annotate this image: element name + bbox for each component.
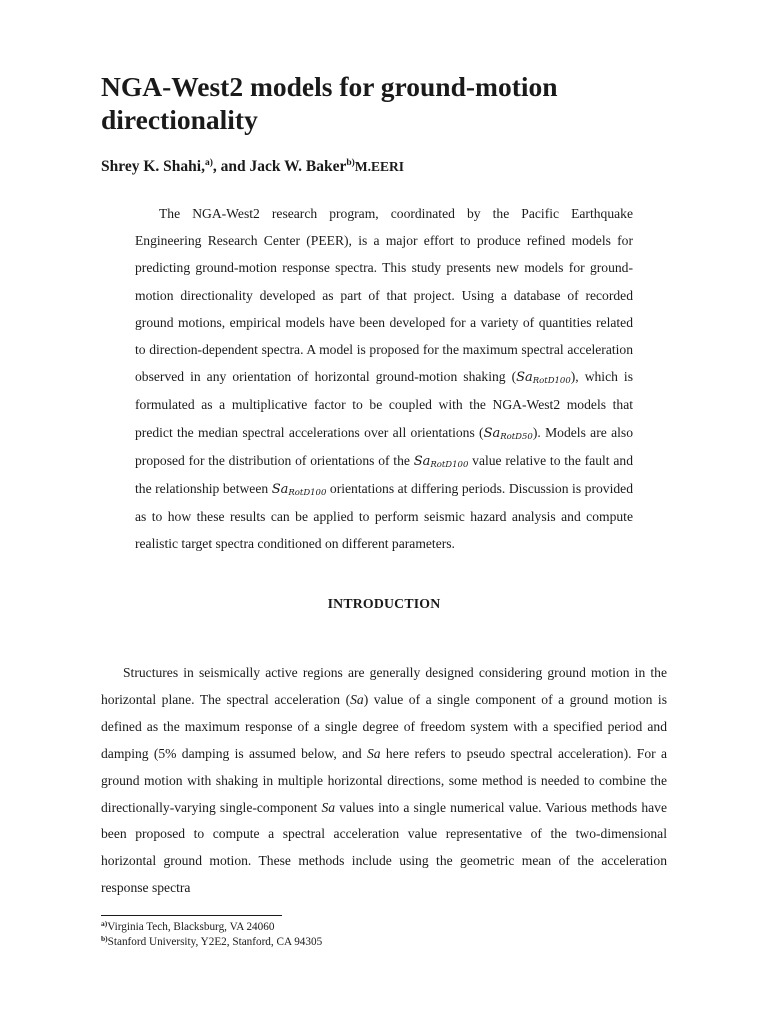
author-2-affiliation-mark: b) — [346, 158, 355, 168]
body-text: here refers to pseudo spectral acceleration). For a ground motion with shaking in multiple horizontal directions, some method is needed to combine the directionally-varying single-component — [101, 745, 667, 815]
footnote-mark: b) — [101, 934, 108, 943]
italic-sa: Sa — [350, 691, 364, 707]
math-subscript: RotD100 — [532, 376, 571, 387]
footnote-affiliation-a — [101, 920, 322, 935]
introduction-paragraph — [101, 660, 667, 902]
body-text: values into a single numerical value. Various methods have been proposed to compute a spectral acceleration value representative of the two-dimensional horizontal ground motion. These methods include using the geometric mean of the acceleration response spectra — [101, 799, 667, 896]
math-subscript: RotD100 — [288, 488, 327, 499]
footnote-text: Virginia Tech, Blacksburg, VA 24060 — [107, 921, 275, 933]
paper-title: NGA-West2 models for ground-motion directionality — [101, 71, 558, 135]
abstract-text: The NGA-West2 research program, coordinated by the Pacific Earthquake Engineering Research Center (PEER), is a major effort to produce refined models for predicting ground-motion response spectra. This study presents new models for ground-motion directionality developed as part of that project. Using a database of recorded ground motions, empirical models have been developed for a variety of quantities related to direction-dependent spectra. A model is proposed for the maximum spectral acceleration observed in any orientation of horizontal ground-motion shaking ( — [135, 206, 633, 385]
math-base: Sa — [271, 482, 289, 498]
math-base: Sa — [483, 425, 501, 441]
math-base: Sa — [516, 370, 533, 386]
author-separator: , and Jack W. Baker — [212, 158, 347, 175]
body-text: ) value of a single component of a ground motion is defined as the maximum response of a single degree of freedom system with a specified period and damping (5% damping is assumed below, and — [101, 691, 667, 761]
math-sa-rotd100 — [272, 482, 327, 497]
math-sa-rotd100 — [516, 370, 571, 385]
author-1-affiliation-mark: a) — [204, 158, 213, 168]
author-1-name: Shrey K. Shahi, — [101, 158, 205, 175]
footnote-text: Stanford University, Y2E2, Stanford, CA 94305 — [107, 936, 323, 948]
italic-sa: Sa — [321, 799, 336, 815]
section-heading-introduction: INTRODUCTION — [327, 596, 441, 611]
footnotes — [101, 920, 322, 950]
abstract-text: orientations at differing periods. Discussion is provided as to how these results can be applied to perform seismic hazard analysis and compute realistic target spectra conditioned on different parameters. — [135, 481, 633, 552]
footnote-divider — [101, 915, 282, 916]
math-subscript: RotD100 — [430, 459, 469, 470]
footnote-mark: a) — [101, 919, 108, 928]
author-line — [101, 158, 404, 176]
math-sa-rotd50 — [484, 426, 533, 441]
abstract-text: value relative to the fault and the relationship between — [135, 452, 633, 497]
math-sa-rotd100 — [414, 454, 469, 469]
math-subscript: RotD50 — [500, 431, 533, 442]
abstract-text: ), which is formulated as a multiplicative factor to be coupled with the NGA-West2 models that predict the median spectral accelerations over all orientations ( — [135, 369, 633, 440]
italic-sa: Sa — [367, 745, 381, 761]
footnote-affiliation-b — [101, 935, 322, 950]
abstract-text: ). Models are also proposed for the distribution of orientations of the — [135, 424, 633, 468]
abstract — [135, 200, 633, 558]
author-membership: M.EERI — [354, 159, 404, 174]
math-base: Sa — [413, 453, 431, 469]
body-text: Structures in seismically active regions are generally designed considering ground motion in the horizontal plane. The spectral acceleration ( — [101, 665, 667, 707]
